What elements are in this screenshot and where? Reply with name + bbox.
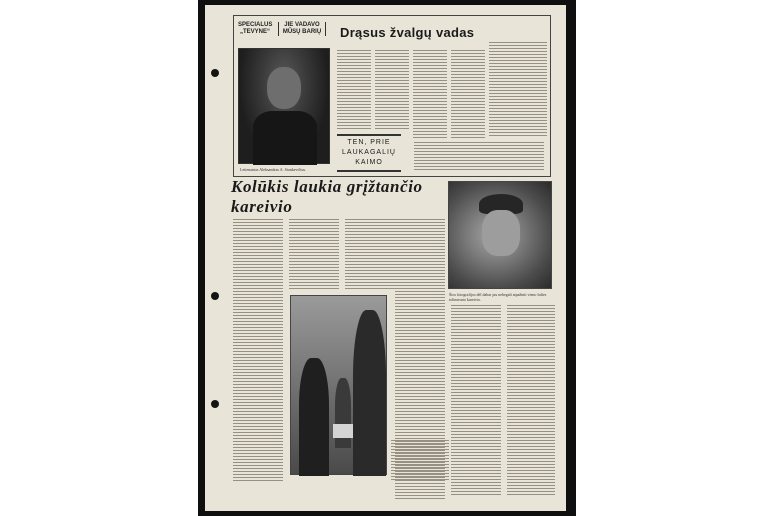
binding-hole xyxy=(211,400,219,408)
newspaper-page xyxy=(205,5,566,511)
text-column xyxy=(451,50,485,140)
binding-hole xyxy=(211,69,219,77)
binding-hole xyxy=(211,292,219,300)
main-headline xyxy=(231,177,423,217)
text-column xyxy=(289,219,339,291)
boxed-subheading: TEN, PRIE LAUKAGALIŲ KAIMO xyxy=(337,134,401,172)
portrait-photo xyxy=(238,48,330,164)
top-headline: Drąsus žvalgų vadas xyxy=(340,25,475,40)
text-column xyxy=(413,50,447,140)
soldier-photo-caption: Šios fotografijos dėl dabar jau nebegali atpažinti vieno šalies tolimesnio kareivio. xyxy=(449,292,547,302)
portrait-caption: Leitenantas Aleksandras A. Stankevičius. xyxy=(240,167,307,172)
text-column xyxy=(233,219,283,481)
text-column xyxy=(337,50,371,130)
text-column xyxy=(489,42,547,136)
main-headline-line2: kareivio xyxy=(231,197,293,216)
section-kicker: JIE VADAVO MŪSŲ BARIŲ xyxy=(278,22,326,36)
soldier-photo xyxy=(448,181,552,289)
text-column xyxy=(345,219,395,291)
text-column xyxy=(391,440,449,480)
group-photo xyxy=(290,295,387,475)
text-column xyxy=(451,305,501,495)
text-column xyxy=(375,50,409,130)
text-column xyxy=(414,142,544,172)
main-headline-line1: Kolūkis laukia grįžtančio xyxy=(231,177,423,196)
text-column xyxy=(507,305,555,495)
series-kicker: SPECIALUS „TEVYNE“ xyxy=(238,22,273,35)
